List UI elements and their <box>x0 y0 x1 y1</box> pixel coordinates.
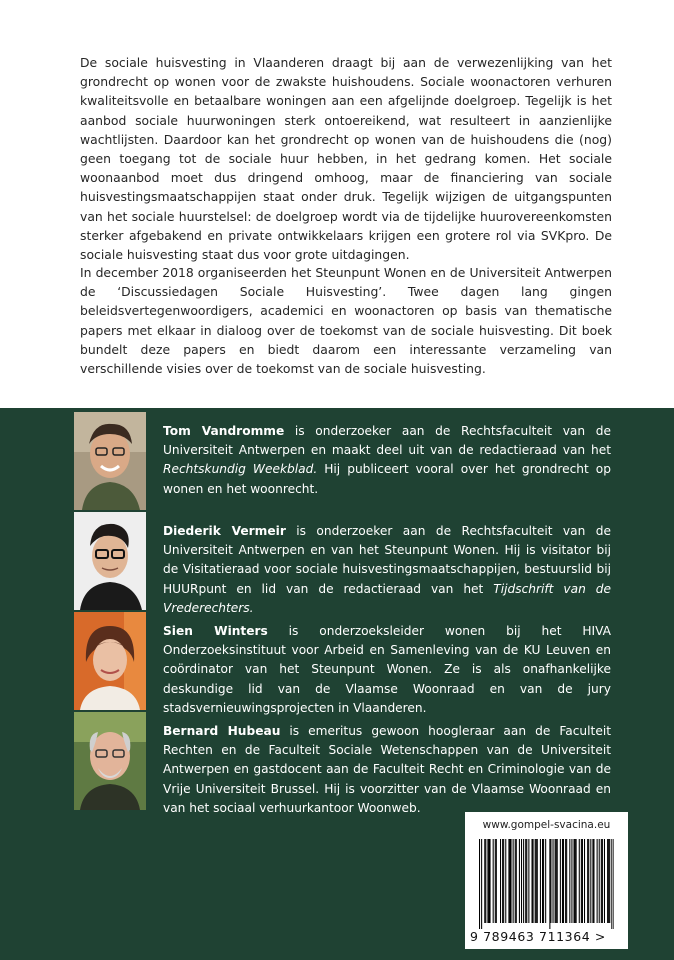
author-bio-diederik-vermeir: Diederik Vermeir is onderzoeker aan de Rechtsfaculteit van de Universiteit Antwerpen en van het Steunpunt Wonen. Hij is visitator bij de Visitatieraad voor sociale huisvestingsmaatschappijen, bestuurslid bij HUURpunt en lid van de redactieraad van het Tijdschrift van de Vrederechters. <box>163 524 611 615</box>
barcode-bar <box>493 839 494 923</box>
barcode-icon <box>479 839 614 929</box>
barcode-bar <box>607 839 608 923</box>
author-bio-bernard-hubeau: Bernard Hubeau is emeritus gewoon hoogleraar aan de Faculteit Rechten en de Faculteit Sociale Wetenschappen van de Universiteit Antwerpen en gastdocent aan de Faculteit Recht en Criminologie van de Vrije Universiteit Brussel. Hij is voorzitter van de Vlaamse Woonraad en van het sociaal verhuurkantoor Woonweb. <box>163 724 611 815</box>
barcode-bar <box>549 839 550 929</box>
barcode-bar <box>533 839 534 923</box>
intro-paragraph-2: In december 2018 organiseerden het Steunpunt Wonen en de Universiteit Antwerpen de ‘Discussiedagen Sociale Huisvesting’. Twee dagen lang gingen beleidsvertegenwoordigers, academici en woonactoren op basis van thematische papers met elkaar in dialoog over de toekomst van de sociale huisvesting. Dit boek bundelt deze papers en biedt daarom een interessante verzameling van verschillende visies over de toekomst van de sociale huisvesting. <box>80 265 612 377</box>
barcode-bar <box>513 839 514 923</box>
barcode-bar <box>484 839 485 923</box>
barcode-bar <box>593 839 594 923</box>
barcode-bar <box>490 839 491 923</box>
barcode-bar <box>584 839 585 923</box>
barcode-bar <box>545 839 546 923</box>
author-photo-bernard-hubeau <box>74 712 146 810</box>
barcode-bar <box>526 839 527 923</box>
barcode-bar <box>582 839 583 923</box>
barcode-bar <box>608 839 609 923</box>
barcode-bar <box>488 839 489 923</box>
author-photo-diederik-vermeir <box>74 512 146 610</box>
barcode-bar <box>485 839 486 923</box>
author-name: Tom Vandromme <box>163 424 285 438</box>
barcode-bar <box>519 839 520 923</box>
author-photo-sien-winters <box>74 612 146 710</box>
barcode-bar <box>537 839 538 923</box>
barcode-bar <box>553 839 554 923</box>
author-photo-tom-vandromme <box>74 412 146 510</box>
barcode-bar <box>535 839 536 923</box>
author-entry-diederik-vermeir <box>74 512 614 615</box>
barcode-bar <box>516 839 517 923</box>
barcode-bar <box>581 839 582 923</box>
barcode-bar <box>588 839 589 923</box>
barcode-bar <box>555 839 556 923</box>
barcode-bar <box>574 839 575 923</box>
barcode-bar <box>609 839 610 923</box>
barcode-bar <box>496 839 497 923</box>
barcode-bar <box>515 839 516 923</box>
author-entry-sien-winters <box>74 612 614 715</box>
barcode-bar <box>532 839 533 923</box>
barcode-bar <box>613 839 614 929</box>
author-bio-sien-winters: Sien Winters is onderzoeksleider wonen bij het HIVA Onderzoeksinstituut voor Arbeid en Samenleving van de KU Leuven en coördinator van het Steunpunt Wonen. Ze is als onafhankelijke deskundige lid van de Vlaamse Woonraad en van de jury stadsvernieuwingsprojecten in Vlaanderen. <box>163 624 611 715</box>
barcode-bar <box>557 839 558 923</box>
barcode-bar <box>556 839 557 923</box>
isbn-digits: 9 789463 711364 > <box>470 929 606 944</box>
barcode-bar <box>569 839 570 923</box>
author-entry-bernard-hubeau <box>74 712 614 815</box>
barcode-bar <box>503 839 504 923</box>
barcode-bar <box>521 839 522 923</box>
barcode-bar <box>487 839 488 923</box>
barcode-bar <box>571 839 572 923</box>
barcode-bar <box>562 839 563 923</box>
barcode-bar <box>563 839 564 923</box>
barcode-bar <box>479 839 480 929</box>
barcode-bar <box>540 839 541 923</box>
author-name: Sien Winters <box>163 624 268 638</box>
author-entry-tom-vandromme <box>74 412 614 512</box>
barcode-bar <box>560 839 561 923</box>
barcode-bar <box>543 839 544 923</box>
barcode-bar <box>566 839 567 923</box>
barcode-bar <box>604 839 605 923</box>
barcode-bar <box>523 839 524 923</box>
barcode-bar <box>602 839 603 923</box>
intro-paragraph-1: De sociale huisvesting in Vlaanderen draagt bij aan de verwezenlijking van het grondrecht op wonen voor de zwakste huishoudens. Sociale woonactoren verhuren kwaliteitsvolle en betaalbare woningen aan een afgelijnde doelgroep. Tegelijk is het aanbod sociale huurwoningen sterk ontoereikend, wat resulteert in aanzienlijke wachtlijsten. Daardoor kan het grondrecht op wonen van de huishoudens die (nog) geen toegang tot de sociale huur hebben, in het gedrang komen. Het sociale woonaanbod moet dus dringend omhoog, maar de financiering van sociale huisvestingsmaatschappijen staat onder druk. Tegelijk wijzigen de uitgangspunten van het sociale huurstelsel: de doelgroep wordt via de tijdelijke huurovereenkomsten sterker afgebakend en private ontwikkelaars krijgen een grotere rol via SVKpro. De sociale huisvesting staat dus voor grote uitdagingen. <box>80 55 612 263</box>
barcode-bar <box>509 839 510 923</box>
barcode-bar <box>576 839 577 923</box>
barcode-bar <box>599 839 600 923</box>
barcode-bar <box>579 839 580 923</box>
author-name: Diederik Vermeir <box>163 524 286 538</box>
barcode-bar <box>611 839 612 929</box>
barcode-bar <box>500 839 501 923</box>
barcode-bar <box>542 839 543 923</box>
barcode-bar <box>505 839 506 923</box>
barcode-bar <box>597 839 598 923</box>
barcode-bar <box>592 839 593 923</box>
barcode-bar <box>528 839 529 923</box>
barcode-bar <box>601 839 602 923</box>
barcode-bar <box>511 839 512 923</box>
author-bio-tom-vandromme: Tom Vandromme is onderzoeker aan de Rechtsfaculteit van de Universiteit Antwerpen en maakt deel uit van de redactieraad van het Rechtskundig Weekblad. Hij publiceert vooral over het grondrecht op wonen en het woonrecht. <box>163 424 611 496</box>
barcode-bar <box>508 839 509 923</box>
publisher-website: www.gompel-svacina.eu <box>482 819 611 831</box>
barcode-bar <box>550 839 551 923</box>
author-name: Bernard Hubeau <box>163 724 281 738</box>
barcode-bar <box>481 839 482 929</box>
blurb-section <box>0 0 674 408</box>
barcode-bar <box>565 839 566 923</box>
barcode-bar <box>536 839 537 923</box>
barcode-bar <box>590 839 591 923</box>
barcode-bar <box>525 839 526 923</box>
barcode-bar <box>495 839 496 923</box>
barcode-bar <box>502 839 503 923</box>
barcode-block <box>465 812 628 949</box>
barcode-bar <box>587 839 588 923</box>
barcode-bar <box>575 839 576 923</box>
